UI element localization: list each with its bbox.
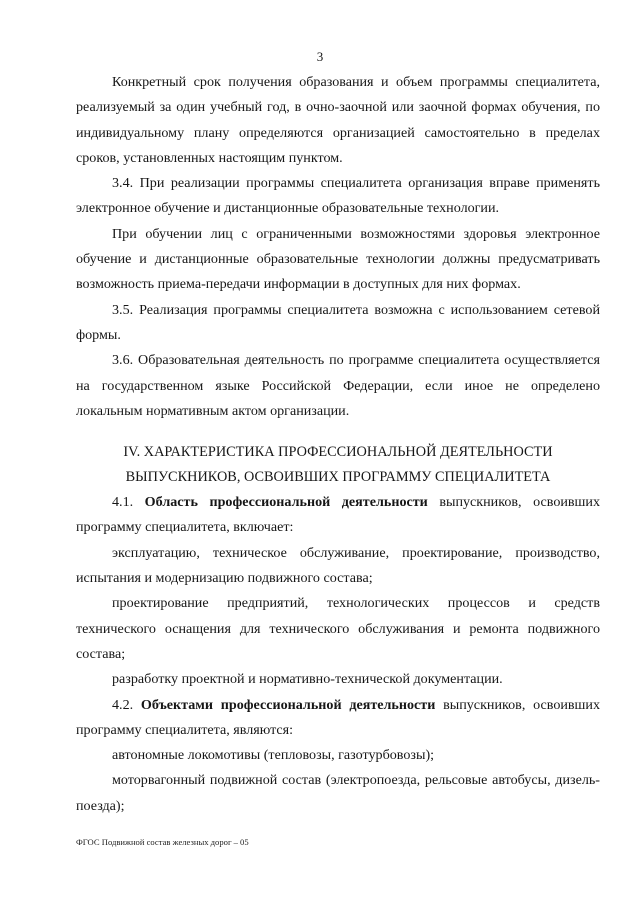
item-number: 4.1.: [112, 494, 134, 511]
list-item: разработку проектной и нормативно-технической документации.: [112, 671, 503, 688]
document-body: [76, 70, 600, 819]
item-number: 4.2.: [112, 696, 134, 713]
paragraph-4-1: [76, 490, 600, 541]
page-number: 3: [316, 49, 324, 64]
section-heading-line-1: IV. ХАРАКТЕРИСТИКА ПРОФЕССИОНАЛЬНОЙ ДЕЯТЕЛЬНОСТИ: [123, 444, 553, 461]
item-text: выпускников, освоивших программу специалитета, являются:: [76, 696, 601, 738]
paragraph-term-duration: Конкретный срок получения образования и объем программы специалитета, реализуемый за один учебный год, в очно-заочной или заочной формах обучения, по индивидуальному плану определяются организацией самостоятельно в пределах сроков, установленных настоящим пунктом.: [76, 74, 600, 166]
list-item: эксплуатацию, техническое обслуживание, проектирование, производство, испытания и модернизацию подвижного состава;: [76, 544, 600, 587]
paragraph-3-5: 3.5. Реализация программы специалитета возможна с использованием сетевой формы.: [76, 301, 600, 343]
bold-term: Область профессиональной деятельности: [144, 494, 428, 511]
paragraph-3-4: 3.4. При реализации программы специалитета организация вправе применять электронное обучение и дистанционные образовательные технологии.: [76, 175, 600, 217]
section-heading: [76, 440, 600, 490]
item-text: выпускников, освоивших программу специалитета, включает:: [76, 494, 601, 536]
footer-note: ФГОС Подвижной состав железных дорог – 05: [76, 837, 249, 847]
list-item: автономные локомотивы (тепловозы, газотурбовозы);: [112, 747, 435, 764]
list-item: проектирование предприятий, технологических процессов и средств технического оснащения для технического обслуживания и ремонта подвижного состава;: [76, 595, 600, 662]
section-heading-line-2: ВЫПУСКНИКОВ, ОСВОИВШИХ ПРОГРАММУ СПЕЦИАЛИТЕТА: [125, 469, 551, 486]
paragraph-disabilities: При обучении лиц с ограниченными возможностями здоровья электронное обучение и дистанционные образовательные технологии должны предусматривать возможность приема-передачи информации в доступных для них формах.: [76, 225, 600, 293]
paragraph-3-6: 3.6. Образовательная деятельность по программе специалитета осуществляется на государственном языке Российской Федерации, если иное не определено локальным нормативным актом организации.: [76, 352, 600, 419]
paragraph-4-2: [76, 693, 600, 744]
list-item: моторвагонный подвижной состав (электропоезда, рельсовые автобусы, дизель-поезда);: [76, 772, 600, 814]
bold-term: Объектами профессиональной деятельности: [140, 696, 436, 713]
